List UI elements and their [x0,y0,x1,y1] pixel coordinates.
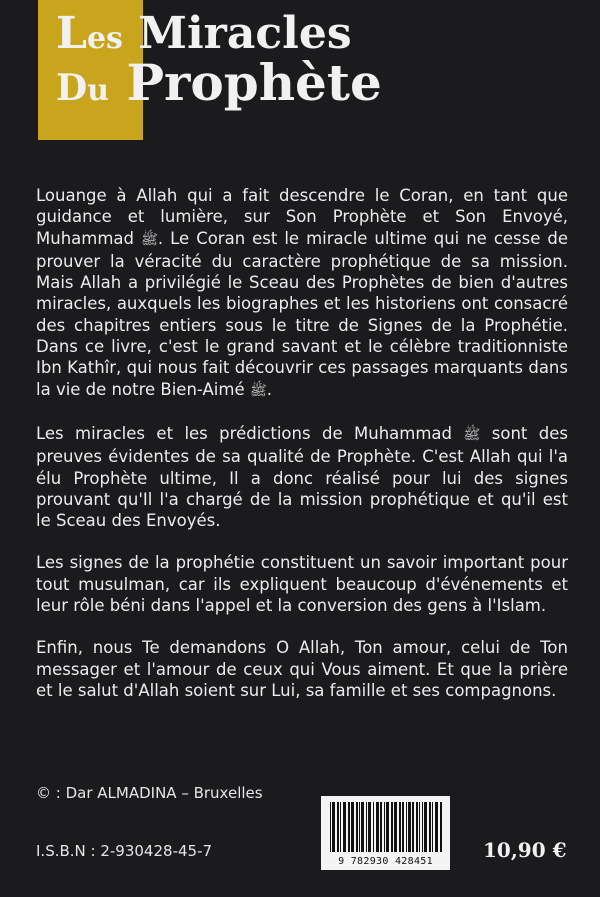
book-title [56,6,382,112]
barcode-bar [432,802,433,852]
back-cover-blurb [36,185,568,722]
barcode-bar [351,802,354,852]
barcode-bar [340,802,341,852]
barcode-bar [380,802,382,852]
barcode-bar [343,802,346,852]
barcode-bar [424,802,427,852]
publisher-credit: © : Dar ALMADINA – Bruxelles [36,784,263,802]
barcode-bar [435,802,438,852]
blurb-paragraph-4: Enfin, nous Te demandons O Allah, Ton amour, celui de Ton messager et l'amour de ceux qui Vous aiment. Et que la prière et le salut d'Allah soient sur Lui, sa famille et ses compagnons. [36,638,568,700]
price-label: 10,90 € [483,838,567,862]
barcode-bar [366,802,367,852]
barcode-bar [337,802,339,852]
barcode-bar [408,802,411,852]
blurb-paragraph-1: Louange à Allah qui a fait descendre le Coran, en tant que guidance et lumière, sur Son Prophète et Son Envoyé, Muhammad ﷺ. Le Coran est le miracle ultime qui ne cesse de prouver la véracité du caractère prophétique de sa mission. Mais Allah a privilégié le Sceau des Prophètes de bien d'autres miracles, auxquels les biographes et les historiens ont consacré des chapitres entiers sous le titre de Signes de la Prophétie. Dans ce livre, c'est le grand savant et le célèbre traditionniste Ibn Kathîr, qui nous fait découvrir ces passages marquants dans la vie de notre Bien-Aimé ﷺ. [36,186,569,399]
barcode-bar [412,802,414,852]
blurb-paragraph-2: Les miracles et les prédictions de Muhammad ﷺ sont des preuves évidentes de sa qualité de Prophète. C'est Allah qui l'a élu Prophète ultime, Il a donc réalisé pour lui des signes prouvant qu'Il l'a chargé de la mission prophétique et qu'il est le Sceau des Envoyés. [36,423,569,531]
barcode-bar [399,802,401,852]
barcode-bar [361,802,364,852]
barcode-bar [440,802,442,852]
barcode-bar [419,802,420,852]
prophet-seal-glyph: ﷺ [141,231,158,248]
barcode-bar [394,802,397,852]
barcode-bar [368,802,371,852]
barcode [321,796,450,870]
title-line-2: Du Prophète [56,53,382,112]
barcode-bar [373,802,374,852]
isbn-number: I.S.B.N : 2-930428-45-7 [36,842,213,860]
barcode-bar [422,802,423,852]
prophet-seal-glyph: ﷺ [463,426,481,443]
barcode-bar [348,802,350,852]
barcode-bar [391,802,393,852]
prophet-seal-glyph: ﷺ [249,382,267,399]
barcode-bar [332,802,335,852]
barcode-bar [406,802,407,852]
barcode-bar [402,802,404,852]
barcode-bars [329,802,442,852]
blurb-paragraph-3: Les signes de la prophétie constituent un savoir important pour tout musulman, car ils expliquent beaucoup d'événements et leur rôle béni dans l'appel et la conversion des gens à l'Islam. [36,553,568,616]
barcode-digits: 9 782930 428451 [338,856,433,867]
barcode-bar [416,802,418,852]
barcode-bar [429,802,431,852]
barcode-bar [330,802,331,852]
title-line-1: Les Miracles [56,8,352,59]
barcode-bar [356,802,358,852]
barcode-bar [384,802,385,852]
barcode-bar [376,802,379,852]
barcode-bar [386,802,389,852]
barcode-bar [359,802,360,852]
